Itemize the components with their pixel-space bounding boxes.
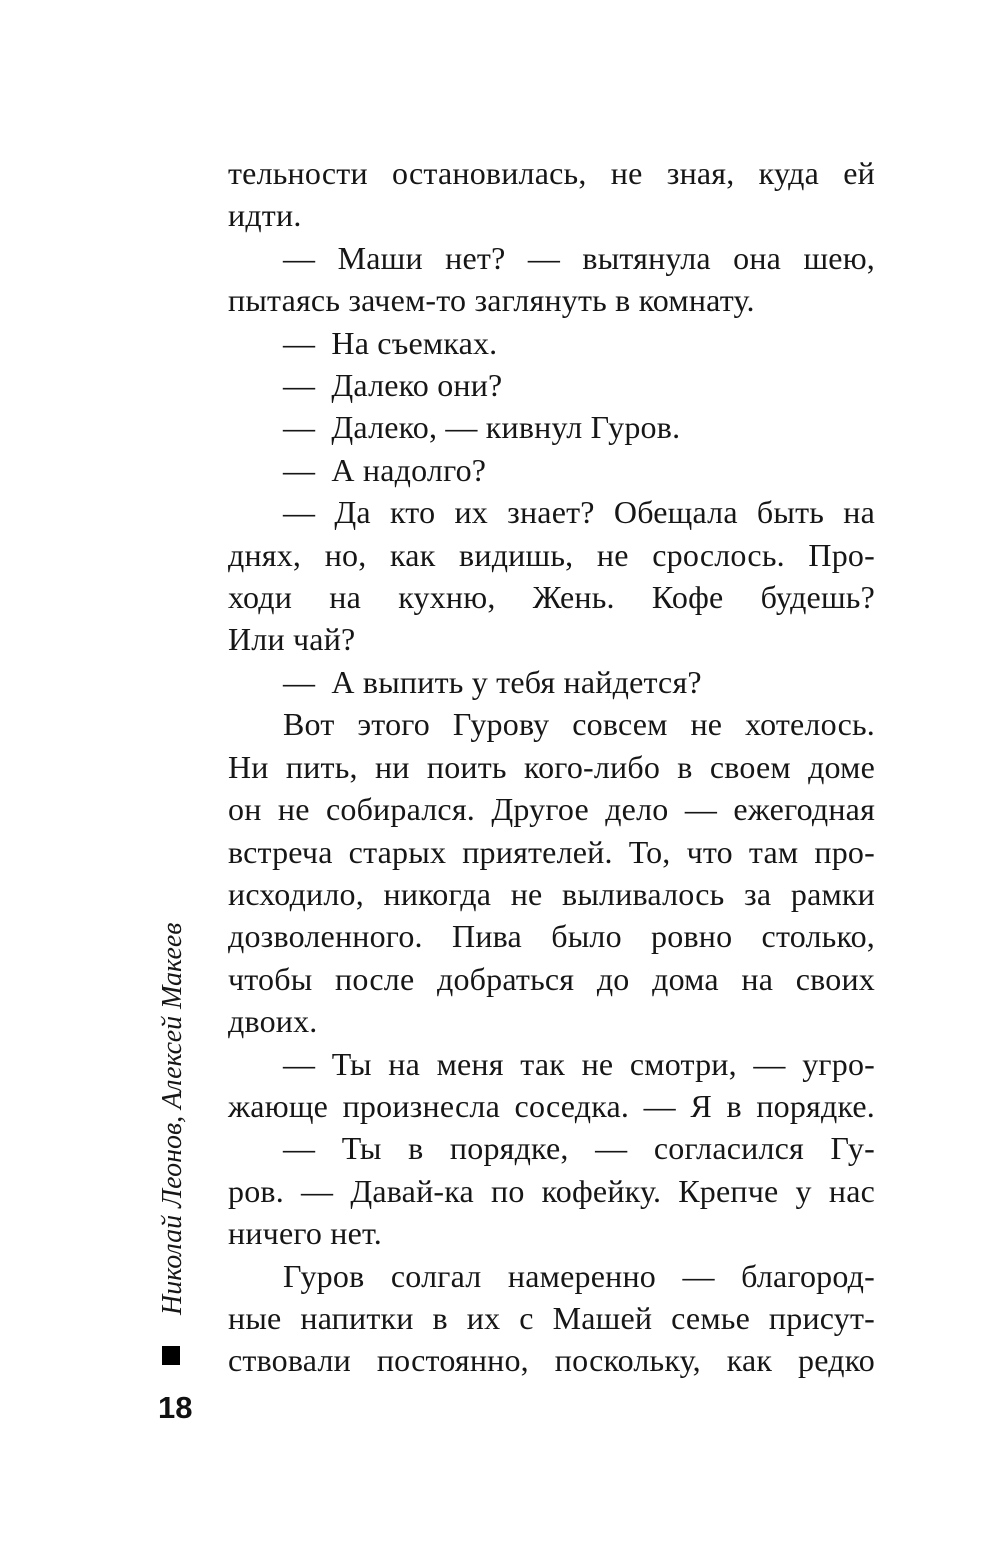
text-line: жающе произнесла соседка. — Я в порядке. bbox=[228, 1087, 875, 1124]
text-line: — Ты на меня так не смотри, — угро- bbox=[283, 1045, 875, 1082]
text-line: он не собирался. Другое дело — ежегодная bbox=[228, 791, 875, 828]
text-line: ные напитки в их с Машей семье присут- bbox=[228, 1299, 875, 1336]
text-line: ров. — Давай-ка по кофейку. Крепче у нас bbox=[228, 1172, 875, 1209]
text-line: тельности остановилась, не зная, куда ей bbox=[228, 155, 875, 191]
text-line: — Далеко они? bbox=[283, 367, 503, 404]
text-line: Гуров солгал намеренно — благород- bbox=[283, 1257, 875, 1294]
text-line: идти. bbox=[228, 197, 302, 234]
body-text bbox=[228, 152, 875, 1382]
text-line: ствовали постоянно, поскольку, как редко bbox=[228, 1342, 875, 1379]
text-line: ничего нет. bbox=[228, 1215, 382, 1252]
text-line: — Да кто их знает? Обещала быть на bbox=[283, 494, 875, 531]
sidebar-authors: Николай Леонов, Алексей Макеев bbox=[157, 922, 188, 1315]
text-line: Ни пить, ни поить кого-либо в своем доме bbox=[228, 748, 875, 785]
text-line: — А надолго? bbox=[283, 451, 487, 488]
text-line: Или чай? bbox=[228, 621, 356, 658]
text-line: исходило, никогда не выливалось за рамки bbox=[228, 875, 875, 912]
text-line: — Ты в порядке, — согласился Гу- bbox=[283, 1130, 875, 1167]
text-line: пытаясь зачем-то заглянуть в комнату. bbox=[228, 282, 755, 319]
text-line: — На съемках. bbox=[283, 324, 498, 361]
section-marker-square bbox=[162, 1346, 180, 1365]
text-line: Вот этого Гурову совсем не хотелось. bbox=[283, 706, 875, 743]
text-line: — А выпить у тебя найдется? bbox=[283, 663, 702, 700]
text-line: — Маши нет? — вытянула она шею, bbox=[283, 239, 875, 276]
text-line: двоих. bbox=[228, 1003, 318, 1040]
page-number: 18 bbox=[158, 1390, 193, 1425]
text-line: чтобы после добраться до дома на своих bbox=[228, 960, 875, 997]
text-line: днях, но, как видишь, не срослось. Про- bbox=[228, 536, 875, 573]
text-line: — Далеко, — кивнул Гуров. bbox=[283, 409, 681, 446]
text-line: встреча старых приятелей. То, что там про- bbox=[228, 833, 875, 870]
text-line: дозволенного. Пива было ровно столько, bbox=[228, 918, 875, 955]
text-line: ходи на кухню, Жень. Кофе будешь? bbox=[228, 579, 875, 616]
